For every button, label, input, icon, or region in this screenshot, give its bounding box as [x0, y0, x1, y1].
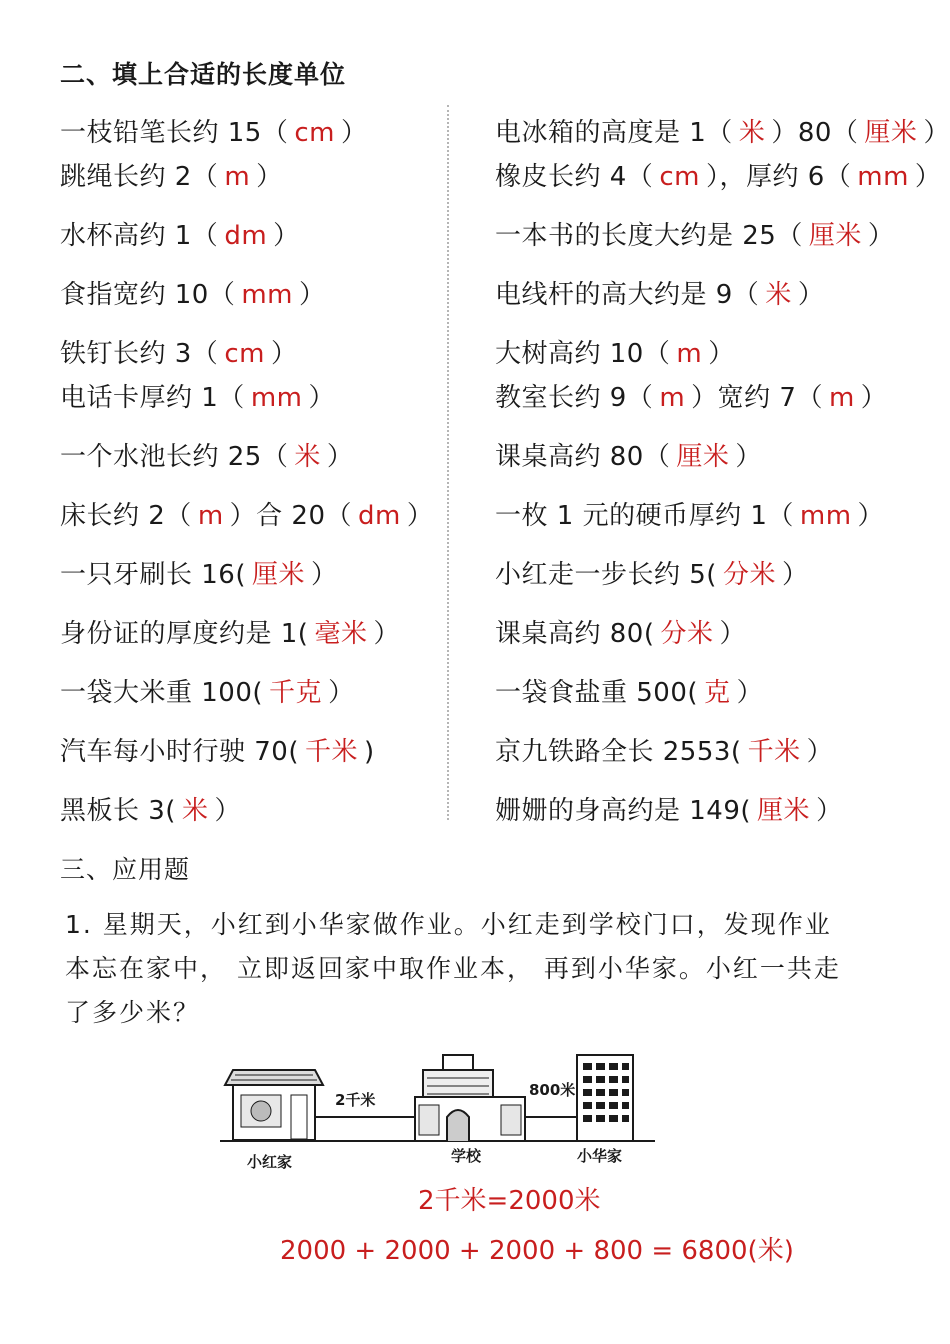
- answer-unit: 分米: [722, 560, 776, 590]
- line-text: 跳绳长约 2（: [60, 162, 219, 192]
- problem-line: 1. 星期天，小红到小华家做作业。小红走到学校门口，发现作业: [65, 910, 832, 939]
- line-text: ）: [797, 280, 825, 310]
- answer-unit: dm: [224, 221, 268, 251]
- problem-line: 本忘在家中， 立即返回家中取作业本， 再到小华家。小红一共走: [65, 954, 841, 983]
- line-text: 京九铁路全长 2553(: [495, 737, 742, 767]
- school-label: 学校: [451, 1147, 482, 1165]
- fill-line-right: [495, 377, 887, 414]
- answer-unit: 米: [181, 796, 209, 826]
- line-text: 课桌高约 80(: [495, 619, 655, 649]
- problem-text: [65, 903, 841, 1035]
- line-text: 一袋食盐重 500(: [495, 678, 699, 708]
- line-text: 电话卡厚约 1（: [60, 383, 245, 413]
- fill-line-left: [60, 274, 326, 311]
- route-diagram-svg: [215, 1045, 655, 1175]
- line-text: ）: [311, 560, 338, 590]
- line-text: ）: [708, 339, 735, 369]
- answer-unit: cm: [224, 339, 265, 369]
- line-text: 橡皮长约 4（: [495, 162, 654, 192]
- line-text: ）合 20（: [229, 501, 352, 531]
- line-text: ）: [719, 619, 747, 649]
- fill-line-left: [60, 613, 400, 650]
- home-icon: [225, 1070, 323, 1140]
- line-text: ）: [857, 501, 885, 531]
- line-text: 一本书的长度大约是 25（: [495, 221, 803, 251]
- line-text: ）: [308, 383, 335, 413]
- distance-label-1: 2千米: [335, 1091, 376, 1109]
- line-text: 姗姗的身高约是 149(: [495, 796, 752, 826]
- line-text: 铁钉长约 3（: [60, 339, 219, 369]
- line-text: 教室长约 9（: [495, 383, 654, 413]
- fill-line-left: [60, 215, 300, 252]
- fill-line-right: [495, 672, 763, 709]
- line-text: ）: [273, 221, 300, 251]
- line-text: 食指宽约 10（: [60, 280, 236, 310]
- fill-line-right: [495, 790, 843, 827]
- fill-line-left: [60, 731, 375, 768]
- line-text: 大树高约 10（: [495, 339, 671, 369]
- line-text: ）: [816, 796, 843, 826]
- line-text: ）: [328, 678, 355, 708]
- line-text: 床长约 2（: [60, 501, 192, 531]
- friend-home-label: 小华家: [577, 1147, 623, 1165]
- answer-unit: m: [659, 383, 686, 413]
- line-text: ）: [736, 678, 764, 708]
- line-text: ）: [340, 118, 368, 148]
- answer-equation: 2000 + 2000 + 2000 + 800 = 6800(米): [280, 1236, 794, 1266]
- line-text: 电线杆的高大约是 9（: [495, 280, 760, 310]
- answer-unit: mm: [857, 162, 909, 192]
- line-text: ）: [735, 442, 762, 472]
- fill-line-right: [495, 215, 894, 252]
- answer-unit: 千克: [269, 678, 323, 708]
- fill-line-left: [60, 790, 241, 827]
- line-text: 黑板长 3(: [60, 796, 176, 826]
- answer-unit: 厘米: [252, 560, 306, 590]
- answer-unit: cm: [659, 162, 700, 192]
- problem-line: 了多少米？: [65, 998, 201, 1027]
- answer-unit: 分米: [660, 619, 714, 649]
- line-text: 身份证的厚度约是 1(: [60, 619, 309, 649]
- section3-title: 三、应用题: [60, 855, 191, 884]
- line-text: 水杯高约 1（: [60, 221, 219, 251]
- answer-unit: 毫米: [314, 619, 368, 649]
- line-text: ）80（: [771, 118, 859, 148]
- line-text: 电冰箱的高度是 1（: [495, 118, 733, 148]
- answer-unit: m: [224, 162, 251, 192]
- line-text: ）: [214, 796, 241, 826]
- fill-line-right: [495, 156, 941, 193]
- answer-unit: m: [197, 501, 224, 531]
- line-text: ），厚约 6（: [705, 162, 852, 192]
- line-text: ）: [326, 442, 354, 472]
- answer-unit: mm: [250, 383, 303, 413]
- answer-unit: 克: [704, 678, 731, 708]
- fill-line-right: [495, 112, 950, 149]
- home-label: 小红家: [247, 1153, 293, 1171]
- fill-line-left: [60, 112, 368, 149]
- line-text: 汽车每小时行驶 70(: [60, 737, 299, 767]
- answer-unit: 米: [294, 442, 321, 472]
- line-text: ）: [923, 118, 950, 148]
- answer-unit: 厘米: [757, 796, 811, 826]
- answer-unit: 厘米: [808, 221, 862, 251]
- line-text: ）: [256, 162, 283, 192]
- fill-line-left: [60, 672, 355, 709]
- line-text: ）: [914, 162, 942, 192]
- fill-line-right: [495, 333, 735, 370]
- line-text: 一枚 1 元的硬币厚约 1（: [495, 501, 794, 531]
- route-diagram: [215, 1045, 655, 1175]
- distance-label-2: 800米: [529, 1081, 576, 1099]
- line-text: 一枝铅笔长约 15（: [60, 118, 289, 148]
- fill-line-right: [495, 274, 824, 311]
- answer-unit: mm: [799, 501, 852, 531]
- answer-unit: 厘米: [864, 118, 918, 148]
- fill-line-left: [60, 495, 433, 532]
- line-text: ）: [299, 280, 326, 310]
- fill-line-left: [60, 156, 283, 193]
- fill-line-right: [495, 495, 884, 532]
- section2-title: 二、填上合适的长度单位: [60, 60, 347, 89]
- fill-line-right: [495, 554, 808, 591]
- line-text: ）: [860, 383, 888, 413]
- fill-line-left: [60, 436, 353, 473]
- line-text: ): [364, 737, 375, 767]
- fill-line-left: [60, 333, 297, 370]
- line-text: ）: [270, 339, 298, 369]
- answer-unit: 米: [765, 280, 792, 310]
- column-divider: [447, 105, 449, 820]
- answer-unit: m: [676, 339, 703, 369]
- line-text: 课桌高约 80（: [495, 442, 671, 472]
- answer-unit: m: [828, 383, 855, 413]
- line-text: ）: [806, 737, 834, 767]
- line-text: ）: [373, 619, 400, 649]
- answer-unit: 千米: [747, 737, 801, 767]
- line-text: 一只牙刷长 16(: [60, 560, 246, 590]
- line-text: ）: [867, 221, 895, 251]
- line-text: 小红走一步长约 5(: [495, 560, 717, 590]
- fill-line-right: [495, 436, 762, 473]
- answer-conversion: 2千米=2000米: [418, 1186, 601, 1216]
- fill-line-left: [60, 554, 338, 591]
- line-text: 一袋大米重 100(: [60, 678, 264, 708]
- answer-unit: cm: [294, 118, 335, 148]
- answer-unit: 千米: [305, 737, 359, 767]
- fill-line-left: [60, 377, 335, 414]
- answer-unit: dm: [358, 501, 401, 531]
- fill-line-right: [495, 613, 746, 650]
- line-text: ）宽约 7（: [691, 383, 823, 413]
- line-text: ）: [406, 501, 434, 531]
- answer-unit: 厘米: [676, 442, 730, 472]
- building-icon: [577, 1055, 633, 1141]
- school-icon: [415, 1055, 525, 1141]
- line-text: ）: [781, 560, 809, 590]
- answer-unit: 米: [738, 118, 766, 148]
- fill-line-right: [495, 731, 833, 768]
- line-text: 一个水池长约 25（: [60, 442, 289, 472]
- answer-unit: mm: [241, 280, 294, 310]
